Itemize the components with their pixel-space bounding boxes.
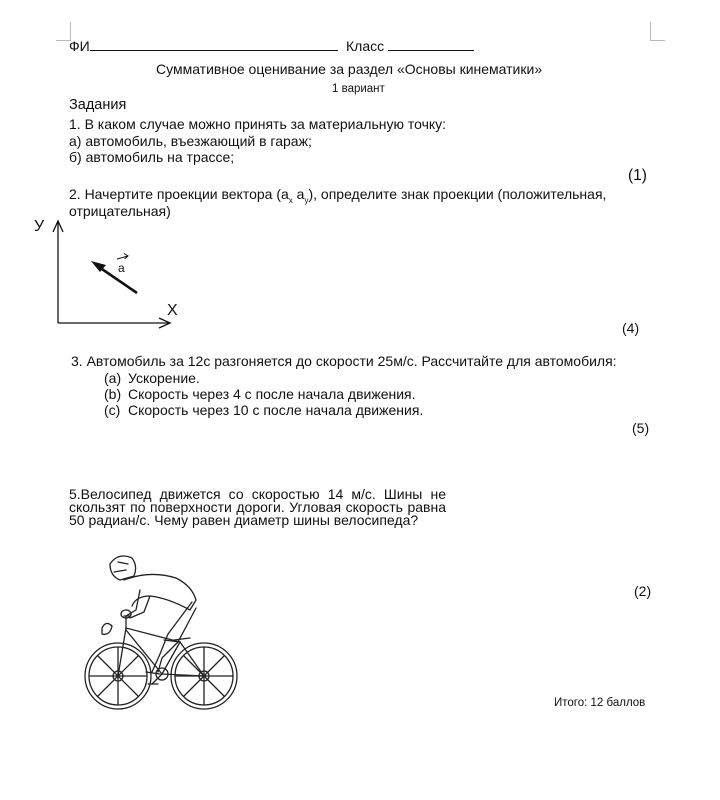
fi-blank[interactable] bbox=[90, 38, 338, 51]
page-title: Суммативное оценивание за раздел «Основы кинематики» bbox=[156, 61, 543, 77]
fi-label: ФИ bbox=[69, 38, 90, 54]
class-blank[interactable] bbox=[388, 38, 474, 51]
task3-item-b-marker: (b) bbox=[104, 386, 122, 402]
task3-item-a bbox=[104, 370, 200, 386]
task2-points: (4) bbox=[622, 320, 640, 336]
task2-sub-x: x bbox=[288, 195, 293, 205]
task3-question: 3. Автомобиль за 12с разгоняется до скорости 25м/с. Рассчитайте для автомобиля: bbox=[71, 353, 617, 369]
class-label: Класс bbox=[346, 38, 385, 54]
task1-option-b: б) автомобиль на трассе; bbox=[69, 149, 235, 165]
task5-text: 5.Велосипед движется со скоростью 14 м/с. Шины не скользят по поверхности дороги. Угловая скорость равна 50 радиан/с. Чему равен диаметр шины велосипеда? bbox=[69, 486, 446, 528]
bicycle-rider-illustration bbox=[80, 550, 240, 720]
task3-points: (5) bbox=[632, 420, 650, 436]
task3-item-c bbox=[104, 402, 423, 418]
task3-item-a-text: Ускорение. bbox=[128, 370, 200, 386]
class-line bbox=[346, 38, 474, 54]
tasks-heading: Задания bbox=[69, 97, 127, 113]
task1-question: 1. В каком случае можно принять за материальную точку: bbox=[69, 116, 447, 132]
task2-question: 2. Начертите проекции вектора ($a_x$ $a_y$), определите знак проекции (положительная, bbox=[69, 186, 607, 205]
vector-label: a bbox=[118, 261, 125, 275]
task1-option-a: а) автомобиль, въезжающий в гараж; bbox=[69, 133, 312, 149]
variant-label: 1 вариант bbox=[332, 83, 385, 95]
task5-points: (2) bbox=[634, 583, 652, 599]
task2-question-line2: отрицательная) bbox=[69, 203, 171, 219]
y-axis-label: У bbox=[34, 218, 45, 235]
total-score: Итого: 12 баллов bbox=[554, 697, 646, 709]
task3-item-c-text: Скорость через 10 с после начала движения. bbox=[128, 402, 424, 418]
corner-mark-right bbox=[650, 22, 665, 41]
task2-sub-y: y bbox=[304, 195, 309, 205]
task3-item-b bbox=[104, 386, 416, 402]
task3-item-a-marker: (a) bbox=[104, 370, 122, 386]
x-axis-label: Х bbox=[167, 302, 178, 319]
task1-points: (1) bbox=[628, 167, 647, 184]
task3-item-c-marker: (c) bbox=[104, 402, 121, 418]
task3-item-b-text: Скорость через 4 с после начала движения. bbox=[128, 386, 416, 402]
task2-question-start: 2. Начертите проекции вектора (a bbox=[69, 186, 289, 202]
fi-line bbox=[69, 38, 338, 54]
task2-question-end: ), определите знак проекции (положительная, bbox=[308, 186, 607, 202]
